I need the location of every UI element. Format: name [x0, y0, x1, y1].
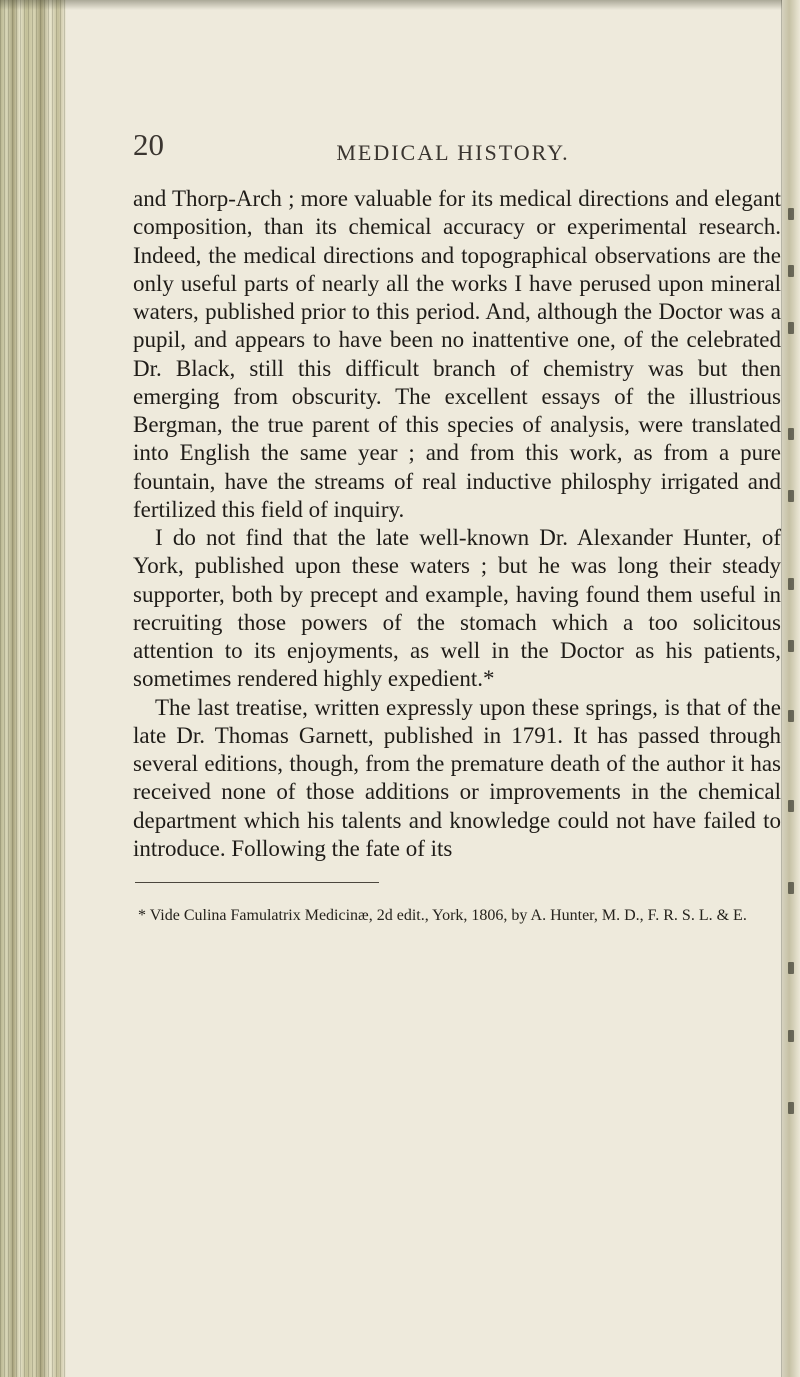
- body-paragraph: I do not find that the late well-known Dr. Alexander Hunter, of York, published upon these waters ; but he was long their steady supporter, both by precept and example, having found them useful in recruiting those powers of the stomach which a too solicitous attention to its enjoyments, as well in the Doctor as his patients, sometimes rendered highly expedient.*: [133, 525, 781, 692]
- adjacent-page-glyph: [788, 1102, 794, 1114]
- adjacent-page-glyph: [788, 800, 794, 812]
- body-paragraph: and Thorp-Arch ; more valuable for its medical directions and elegant composition, than its chemical accuracy or experimental research. Indeed, the medical directions and topographical observations are the only useful parts of nearly all the works I have perused upon mineral waters, published prior to this period. And, although the Doctor was a pupil, and appears to have been no inattentive one, of the celebrated Dr. Black, still this difficult branch of chemistry was but then emerging from obscurity. The excellent essays of the illustrious Bergman, the true parent of this species of analysis, were translated into English the same year ; and from this work, as from a pure fountain, have the streams of real inductive philosphy irrigated and fertilized this field of inquiry.: [133, 186, 781, 522]
- adjacent-page-glyph: [788, 322, 794, 334]
- adjacent-page-glyph: [788, 710, 794, 722]
- adjacent-page-glyph: [788, 265, 794, 277]
- adjacent-page-edge: [782, 0, 800, 1377]
- footnote-rule: [135, 882, 379, 883]
- book-binding-gutter: [0, 0, 66, 1377]
- page-number: 20: [133, 127, 164, 162]
- running-title: MEDICAL HISTORY.: [336, 140, 570, 165]
- footnote: * Vide Culina Famulatrix Medicinæ, 2d edit., York, 1806, by A. Hunter, M. D., F. R. S. L. & E.: [138, 907, 747, 924]
- adjacent-page-glyph: [788, 962, 794, 974]
- book-page: [133, 125, 781, 926]
- adjacent-page-glyph: [788, 640, 794, 652]
- adjacent-page-glyph: [788, 490, 794, 502]
- page-top-edge: [0, 0, 800, 10]
- adjacent-page-glyph: [788, 428, 794, 440]
- adjacent-page-glyph: [788, 1030, 794, 1042]
- body-paragraph: The last treatise, written expressly upon these springs, is that of the late Dr. Thomas Garnett, published in 1791. It has passed through several editions, though, from the premature death of the author it has received none of those additions or improvements in the chemical department which his talents and knowledge could not have failed to introduce. Following the fate of its: [133, 694, 781, 861]
- adjacent-page-glyph: [788, 578, 794, 590]
- running-head: [133, 125, 773, 165]
- adjacent-page-glyph: [788, 882, 794, 894]
- body-text: [133, 185, 781, 863]
- adjacent-page-glyph: [788, 208, 794, 220]
